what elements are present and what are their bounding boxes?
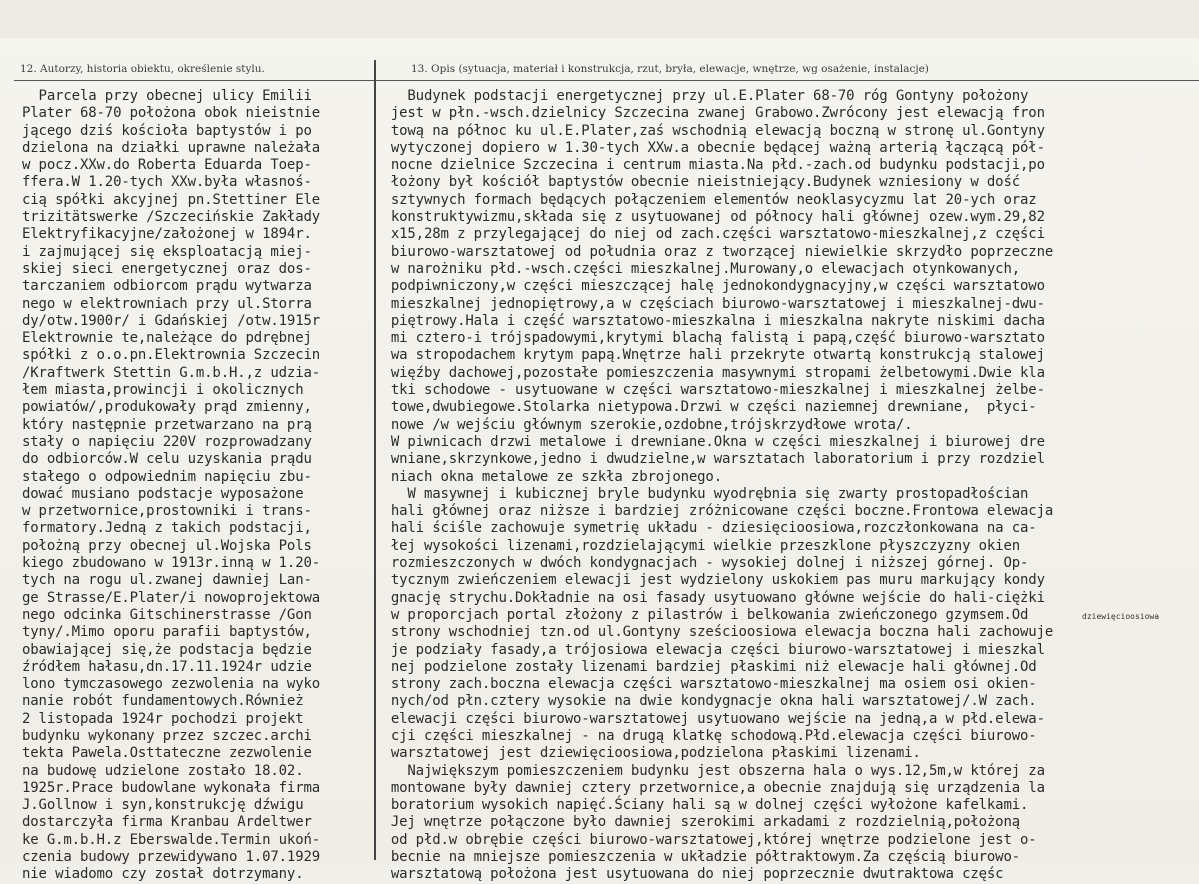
history-text-line: tarczaniem odbiorcom prądu wytwarza <box>22 278 312 295</box>
description-text-line: łożony był kościół baptystów obecnie nieistniejący.Budynek wzniesiony w dość <box>366 174 1021 191</box>
description-text-line: Jej wnętrze połączone było dawniej szerokimi arkadami z rozdzielnią,położoną <box>366 814 1021 831</box>
description-text-line: nocne dzielnice Szczecina i centrum miasta.Na płd.-zach.od budynku podstacji,po <box>366 157 1045 174</box>
description-text-line: Budynek podstacji energetycznej przy ul.E.Plater 68-70 róg Gontyny położony <box>366 88 1029 104</box>
history-text-line: jącego dziś kościoła baptystów i po <box>22 122 312 139</box>
history-text-line: formatory.Jedną z takich podstacji, <box>22 520 312 537</box>
history-text-line: lono tymczasowego zezwolenia na wyko <box>22 676 321 693</box>
history-text-line: źródłem hałasu,dn.17.11.1924r udzie <box>22 658 312 675</box>
description-text-line: więźby dachowej,pozostałe pomieszczenia masywnymi stropami żelbetowymi.Dwie kla <box>366 364 1045 381</box>
history-text-line: skiej sieci energetycznej oraz dos- <box>22 260 312 277</box>
history-text-line: nanie robót fundamentowych.Również <box>22 693 304 710</box>
description-text-line: nych/od płn.cztery wysokie na dwie kondygnacje okna hali warsztatowej/.W zach. <box>366 693 1037 710</box>
history-text-line: tyny/.Mimo oporu parafii baptystów, <box>22 624 312 641</box>
description-text-line: łej wysokości lizenami,rozdzielającymi wielkie przeszklone płyszczyzny okien <box>366 537 1021 554</box>
description-text-line: w proporcjach portal złożony z pilastrów i belkowania zwieńczonego gzymsem.Od <box>366 606 1029 623</box>
history-text-line: który następnie przetwarzano na prą <box>22 416 312 433</box>
history-text-line: nego w elektrowniach przy ul.Storra <box>22 295 312 312</box>
description-text-line: wytyczonej dopiero w 1.30-tych XXw.a obecnie będącej ważną arterią łączącą pół- <box>366 139 1045 156</box>
history-text-line: stały o napięciu 220V rozprowadzany <box>22 433 312 450</box>
description-text-line: konstruktywizmu,składa się z usytuowanej od północy hali głównej ozew.wym.29,82 <box>366 209 1045 226</box>
description-text-column <box>366 88 1199 884</box>
description-text-line: mieszkalnej jednopiętrowy,a w częściach biurowo-warsztatowej i mieszkalnej-dwu- <box>366 295 1045 312</box>
history-text-line: Parcela przy obecnej ulicy Emilii <box>22 88 312 104</box>
description-text-line: strony wschodniej tzn.od ul.Gontyny sześcioosiowa elewacja boczna hali zachowuje <box>366 624 1054 641</box>
top-margin-band <box>0 0 1199 38</box>
history-text-line: Elektryfikacyjne/założonej w 1894r. <box>22 226 312 243</box>
description-text-line: becnie na mniejsze pomieszczenia w układzie półtraktowym.Za częścią biurowo- <box>366 849 1021 866</box>
description-text-line: towe,dwubiegowe.Stolarka nietypowa.Drzwi w części naziemnej drewniane, płyci- <box>366 399 1037 416</box>
history-text-line: trizitätswerke /Szczecińskie Zakłady <box>22 209 321 226</box>
history-text-line: dy/otw.1900r/ i Gdańskiej /otw.1915r <box>22 312 321 329</box>
description-text-line: boratorium wysokich napięć.Ściany hali są w dolnej części wyłożone kafelkami. <box>366 797 1029 814</box>
description-text-line: podpiwniczony,w części mieszczącej halę jednokondygnacyjny,w części warsztatowo <box>366 278 1045 295</box>
description-text-line: od płd.w obrębie części biurowo-warsztatowej,której wnętrze podzielone jest o- <box>366 831 1037 848</box>
description-text-line: piętrowy.Hala i część warsztatowo-mieszkalna i mieszkalna nakryte niskimi dacha <box>366 312 1045 329</box>
history-text-line: ke G.m.b.H.z Eberswalde.Termin ukoń- <box>22 831 321 848</box>
history-text-line: Plater 68-70 położona obok nieistnie <box>22 105 321 122</box>
section-13-header: 13. Opis (sytuacja, materiał i konstrukcja, rzut, bryła, elewacje, wnętrze, wg osażenie, instalacje) <box>411 63 929 75</box>
description-text-line: hali głównej oraz niższe i bardziej zróżnicowane części boczne.Frontowa elewacja <box>366 503 1054 520</box>
history-text-line: budynku wykonany przez szczec.archi <box>22 727 312 744</box>
description-text-line: w narożniku płd.-wsch.części mieszkalnej.Murowany,o elewacjach otynkowanych, <box>366 260 1021 277</box>
history-text-line: dować musiano podstacje wyposażone <box>22 485 304 502</box>
description-text-line: warsztatowej jest dziewięcioosiowa,podzielona płaskimi lizenami. <box>366 745 921 762</box>
history-text-line: 2 listopada 1924r pochodzi projekt <box>22 710 304 727</box>
history-text-line: obawiającej się,że podstacja będzie <box>22 641 312 658</box>
description-text-line: biurowo-warsztatowej od południa oraz z tworzącej niewielkie skrzydło poprzeczne <box>366 243 1054 260</box>
description-text-line: je podziały fasady,a trójosiowa elewacja części biurowo-warsztatowej i mieszkal <box>366 641 1045 658</box>
history-text-line: czenia budowy przewidywano 1.07.1929 <box>22 849 321 866</box>
history-text-line: na budowę udzielone zostało 18.02. <box>22 762 304 779</box>
description-text-line: jest w płn.-wsch.dzielnicy Szczecina zwanej Grabowo.Zwrócony jest elewacją fron <box>366 105 1045 122</box>
history-text-line: łem miasta,prowincji i okolicznych <box>22 382 304 399</box>
history-text-line: Elektrownie te,należące do pdrębnej <box>22 330 312 347</box>
description-text-line: cji części mieszkalnej - na drugą klatkę schodową.Płd.elewacja części biurowo- <box>366 727 1037 744</box>
history-text-line: powiatów/,produkowały prąd zmienny, <box>22 399 312 416</box>
history-text-column <box>22 88 372 884</box>
description-text-line: warsztatową położona jest usytuowana do niej poprzecznie dwutraktowa częśc <box>366 866 1004 883</box>
history-text-line: w przetwornice,prostowniki i trans- <box>22 503 312 520</box>
history-text-line: /Kraftwerk Stettin G.m.b.H.,z udzia- <box>22 364 321 381</box>
history-text-line: cią spółki akcyjnej pn.Stettiner Ele <box>22 191 321 208</box>
history-text-line: spółki z o.o.pn.Elektrownia Szczecin <box>22 347 321 364</box>
description-text-line: hali ściśle zachowuje symetrię układu - dziesięcioosiowa,rozczłonkowana na ca- <box>366 520 1037 537</box>
history-text-line: stałego o odpowiednim napięciu zbu- <box>22 468 312 485</box>
description-text-line: montowane były dawniej cztery przetwornice,a obecnie znajdują się urządzenia la <box>366 779 1045 796</box>
history-text-line: położną przy obecnej ul.Wojska Pols <box>22 537 312 554</box>
history-text-line: i zajmującej się eksploatacją miej- <box>22 243 312 260</box>
description-text-line: wniane,skrzynkowe,jedno i dwudzielne,w warsztatach laboratorium i przy rozdziel <box>366 451 1045 468</box>
history-text-line: tych na rogu ul.zwanej dawniej Lan- <box>22 572 312 589</box>
description-text-line: W piwnicach drzwi metalowe i drewniane.Okna w części mieszkalnej i biurowej dre <box>366 433 1045 450</box>
description-text-line: sztywnych formach będących połączeniem elementów neoklasycyzmu lat 20-ych oraz <box>366 191 1037 208</box>
description-text-line: W masywnej i kubicznej bryle budynku wyodrębnia się zwarty prostopadłościan <box>366 485 1029 502</box>
history-text-line: tekta Pawela.Osttateczne zezwolenie <box>22 745 312 762</box>
handwritten-annotation: dziewięcioosiowa <box>1082 612 1160 621</box>
description-text-line: wa stropodachem krytym papą.Wnętrze hali przekryte otwartą konstrukcją stalowej <box>366 347 1045 364</box>
history-text-line: 1925r.Prace budowlane wykonała firma <box>22 779 321 796</box>
description-text-line: tycznym zwieńczeniem elewacji jest wydzielony uskokiem pas muru markujący kondy <box>366 572 1045 589</box>
history-text-line: nie wiadomo czy został dotrzymany. <box>22 866 304 883</box>
description-text-line: tową na północ ku ul.E.Plater,zaś wschodnią elewacją boczną w stronę ul.Gontyny <box>366 122 1045 139</box>
history-text-line: do odbiorców.W celu uzyskania prądu <box>22 451 312 468</box>
history-text-line: w pocz.XXw.do Roberta Eduarda Toep- <box>22 157 312 174</box>
header-rule <box>14 80 1199 81</box>
history-text-line: ffera.W 1.20-tych XXw.była własnoś- <box>22 174 312 191</box>
description-text-line: nowe /w wejściu głównym szerokie,ozdobne,trójskrzydłowe wrota/. <box>366 416 913 433</box>
description-text-line: nej podzielone zostały lizenami bardziej płaskimi niż elewacje hali głównej.Od <box>366 658 1037 675</box>
description-text-line: niach okna metalowe ze szkła zbrojonego. <box>366 468 722 485</box>
section-12-header: 12. Autorzy, historia obiektu, określenie stylu. <box>20 63 265 75</box>
history-text-line: J.Gollnow i syn,konstrukcję dźwigu <box>22 797 304 814</box>
description-text-line: x15,28m z przylegającej do niej od zach.części warsztatowo-mieszkalnej,z części <box>366 226 1045 243</box>
description-text-line: mi cztero-i trójspadowymi,krytymi blachą falistą i papą,część biurowo-warsztato <box>366 330 1045 347</box>
history-text-line: dostarczyła firma Kranbau Ardeltwer <box>22 814 312 831</box>
description-text-line: Największym pomieszczeniem budynku jest obszerna hala o wys.12,5m,w której za <box>366 762 1045 779</box>
description-text-line: tki schodowe - usytuowane w części warsztatowo-mieszkalnej i mieszkalnej żelbe- <box>366 382 1045 399</box>
history-text-line: ge Strasse/E.Plater/i nowoprojektowa <box>22 589 321 606</box>
history-text-line: kiego zbudowano w 1913r.inną w 1.20- <box>22 555 321 572</box>
description-text-line: elewacji części biurowo-warsztatowej usytuowano wejście na jedną,a w płd.elewa- <box>366 710 1045 727</box>
history-text-line: nego odcinka Gitschinerstrasse /Gon <box>22 606 312 623</box>
description-text-line: rozmieszczonych w dwóch kondygnacjach - wysokiej dolnej i niższej górnej. Op- <box>366 555 1029 572</box>
history-text-line: dzielona na działki uprawne należała <box>22 139 321 156</box>
description-text-line: strony zach.boczna elewacja części warsztatowo-mieszkalnej ma osiem osi okien- <box>366 676 1037 693</box>
description-text-line: gnację strychu.Dokładnie na osi fasady usytuowano główne wejście do hali-ciężki <box>366 589 1045 606</box>
